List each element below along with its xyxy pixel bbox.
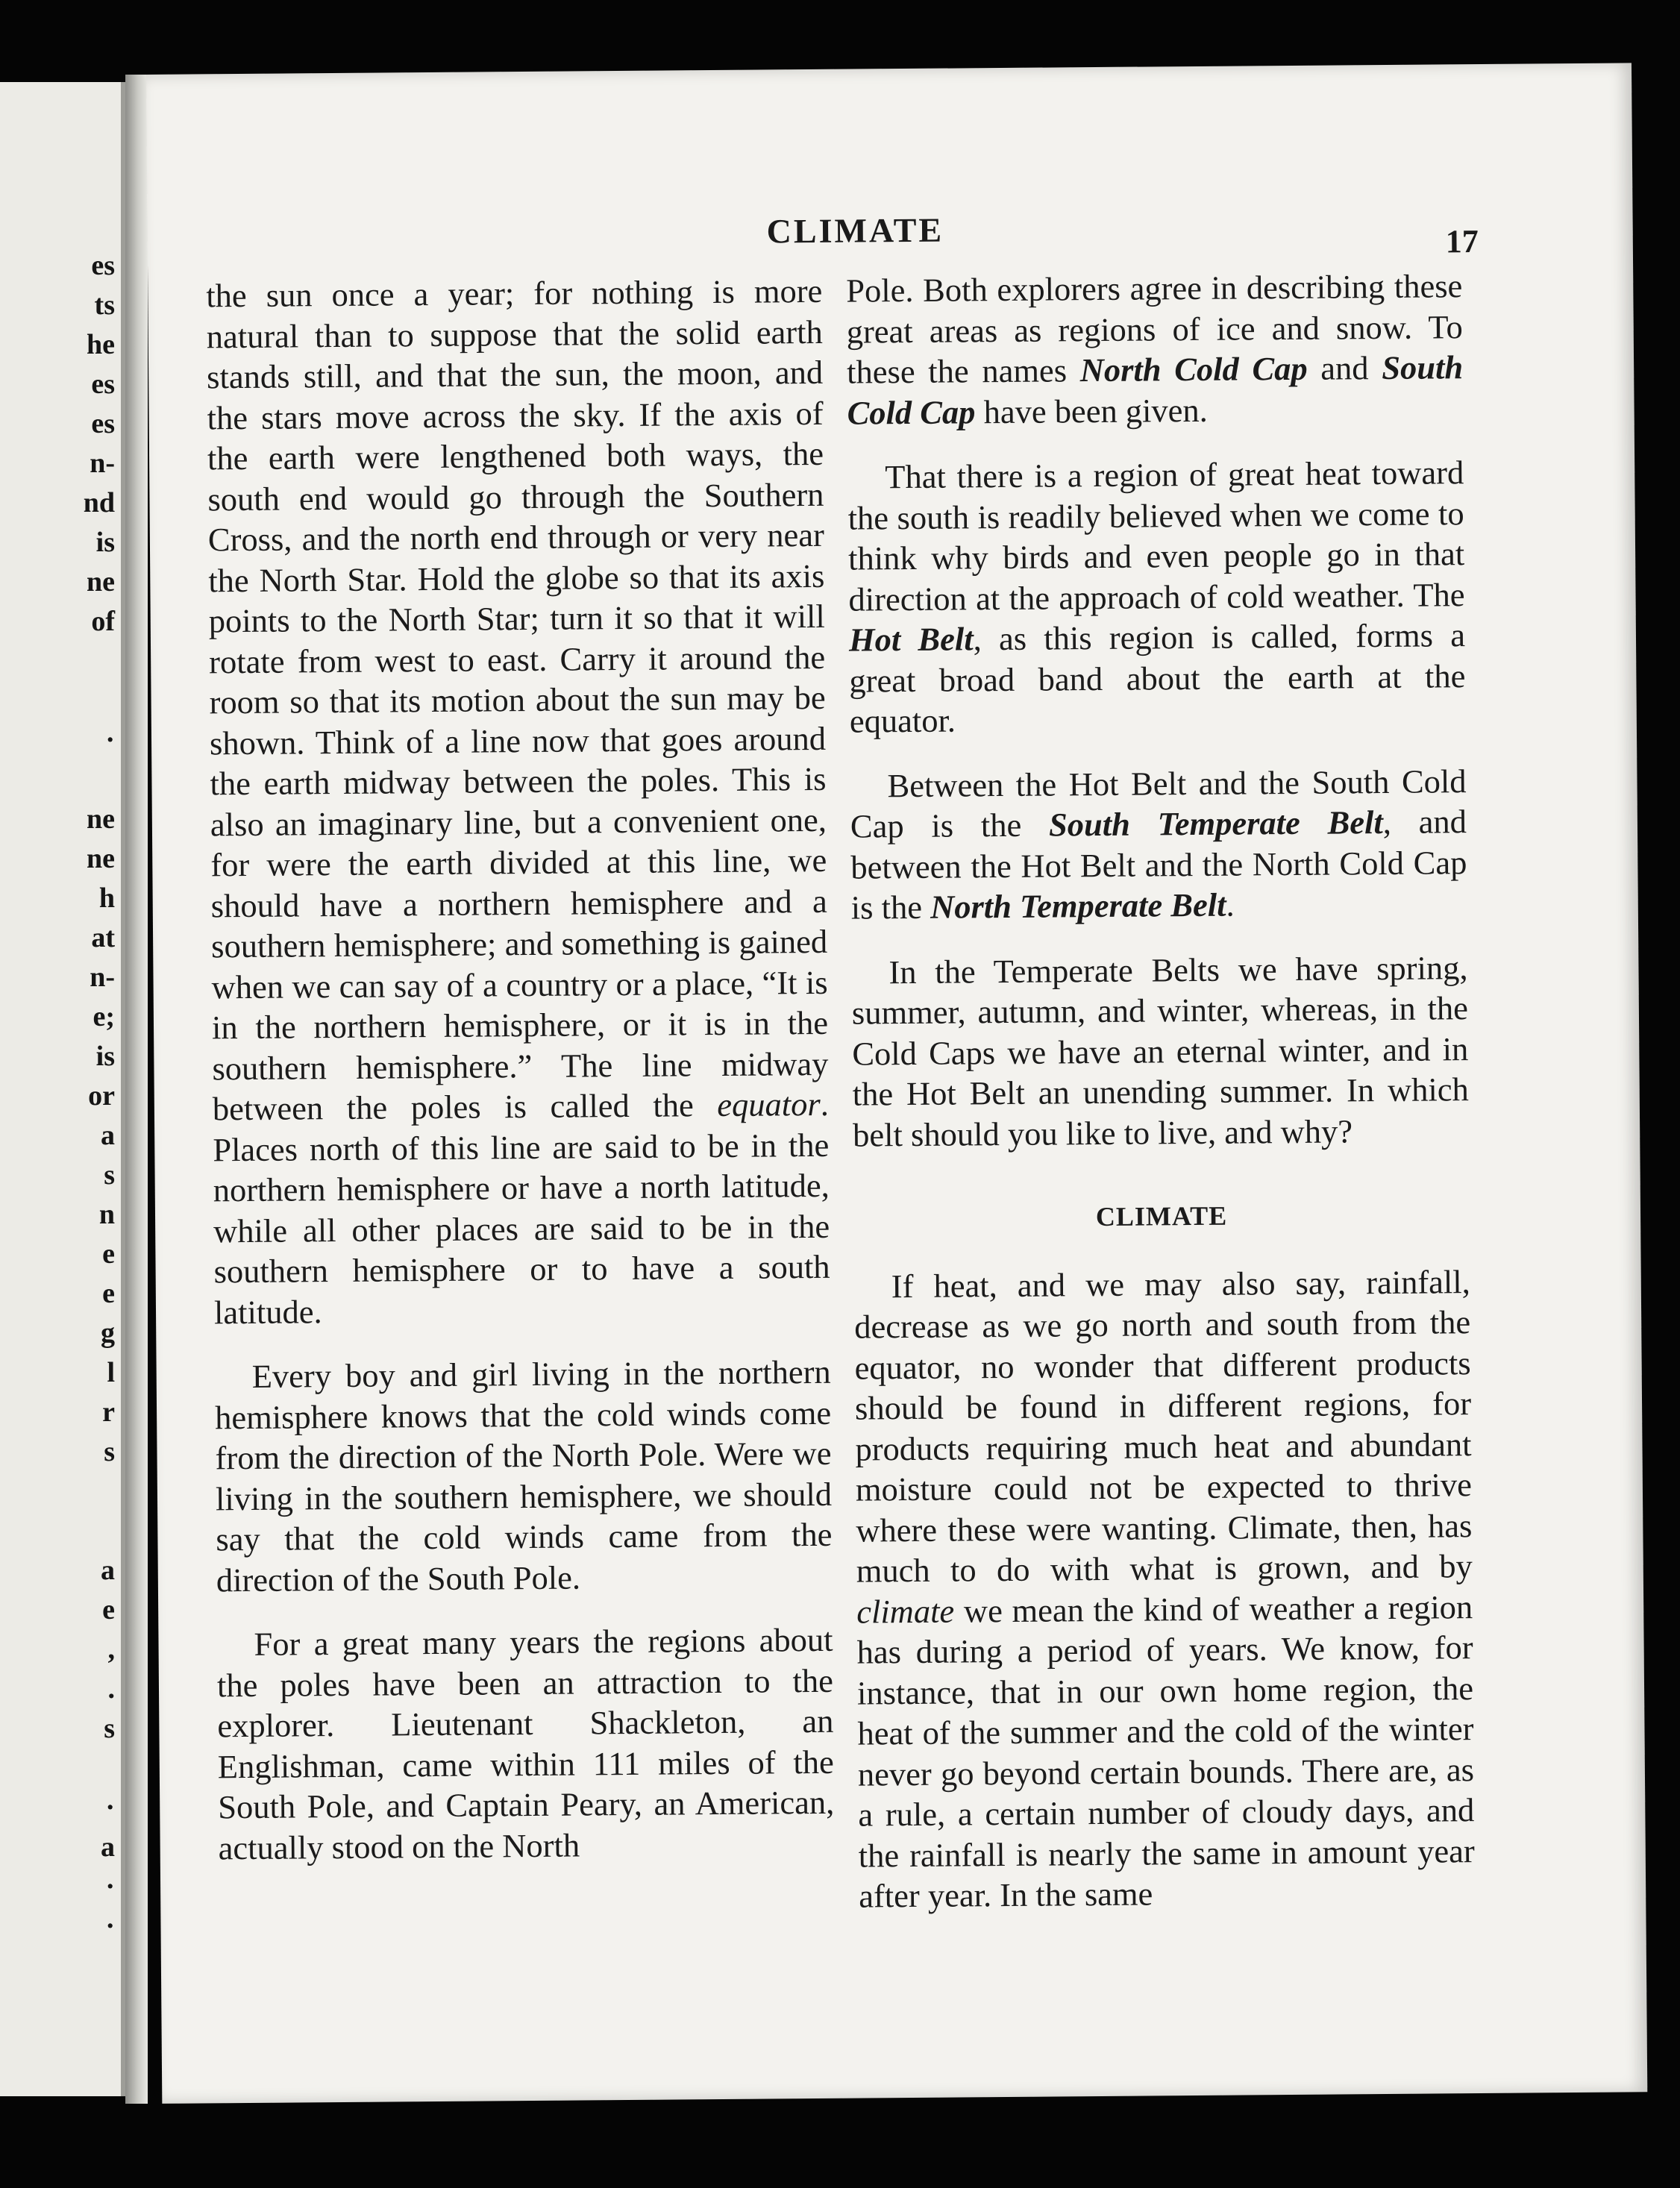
running-head: CLIMATE bbox=[766, 210, 944, 251]
paragraph: In the Temperate Belts we have spring, summer, autumn, and winter, whereas, in the Cold Caps we have an eternal winter, and in the Hot Belt an unending summer. In which belt should you like to live, and why? bbox=[851, 948, 1469, 1154]
previous-page-fragment: at bbox=[91, 922, 115, 953]
previous-page-fragment: es bbox=[91, 250, 115, 281]
previous-page-fragment: ne bbox=[87, 843, 115, 874]
previous-page-fragment: a bbox=[101, 1831, 115, 1863]
previous-page-fragment: is bbox=[95, 1041, 115, 1072]
previous-page-fragment: es bbox=[91, 369, 115, 400]
previous-page-edge bbox=[0, 82, 125, 2096]
section-heading: CLIMATE bbox=[1095, 1200, 1228, 1232]
previous-page-fragment: n- bbox=[90, 962, 115, 993]
book-page bbox=[146, 63, 1647, 2104]
previous-page-fragment: ne bbox=[87, 566, 115, 598]
previous-page-fragment: is bbox=[95, 527, 115, 558]
page-number: 17 bbox=[1445, 222, 1479, 260]
paragraph: If heat, and we may also say, rainfall, decrease as we go north and south from the equator, no wonder that different products should be found in different regions, for products requiring much heat and abundant moisture could not be expected to thrive where these were wanting. Climate, then, has much to do with what is grown, and by climate we mean the kind of weather a region has during a period of years. We know, for instance, that in our own home region, the heat of the summer and the cold of the winter never go beyond certain bounds. There are, as a rule, a certain number of cloudy days, and the rainfall is nearly the same in amount year after year. In the same bbox=[854, 1262, 1475, 1915]
previous-page-fragment: of bbox=[91, 606, 115, 637]
previous-page-fragment: ts bbox=[94, 289, 115, 321]
previous-page-fragment bbox=[84, 1749, 115, 1788]
previous-page-fragment: nd bbox=[83, 487, 115, 518]
previous-page-fragment bbox=[84, 681, 115, 721]
paragraph: Every boy and girl living in the northern hemisphere knows that the cold winds come from the direction of the North Pole. Were we living in the southern hemisphere, we should say that the cold winds came from the direction of the South Pole. bbox=[214, 1352, 833, 1599]
previous-page-fragment: e bbox=[102, 1278, 115, 1309]
previous-page-fragment: or bbox=[88, 1080, 115, 1112]
previous-page-fragment: h bbox=[98, 883, 115, 914]
book-gutter bbox=[125, 75, 148, 2104]
paragraph: That there is a region of great heat toward the south is readily believed when we come to think why birds and even people go in that direction at the approach of cold weather. The Hot Belt, as this region is called, forms a great broad band about the earth at the equator. bbox=[847, 454, 1466, 740]
paragraph: Pole. Both explorers agree in describing these great areas as regions of ice and snow. To these the names North Cold Cap and South Cold Cap have been given. bbox=[846, 267, 1464, 432]
previous-page-fragment: · bbox=[105, 1910, 115, 1942]
previous-page-fragment bbox=[84, 642, 115, 681]
previous-page-fragment: e bbox=[102, 1594, 115, 1626]
previous-page-fragment bbox=[84, 1511, 115, 1551]
previous-page-fragment: es bbox=[91, 408, 115, 439]
previous-page-fragment: n bbox=[98, 1199, 115, 1230]
paragraph: Between the Hot Belt and the South Cold Cap is the South Temperate Belt, and between the Hot Belt and the North Cold Cap is the North Temperate Belt. bbox=[850, 762, 1467, 927]
previous-page-fragment: ne bbox=[87, 803, 115, 835]
previous-page-fragment: g bbox=[101, 1317, 115, 1349]
previous-page-fragment: e; bbox=[93, 1001, 115, 1032]
previous-page-fragment: n- bbox=[90, 448, 115, 479]
previous-page-fragment: · bbox=[105, 1792, 115, 1823]
previous-page-fragment: a bbox=[101, 1120, 115, 1151]
previous-page-fragment: a bbox=[101, 1555, 115, 1586]
previous-page-fragment bbox=[84, 1472, 115, 1511]
previous-page-fragment: e bbox=[102, 1238, 115, 1270]
previous-page-fragment: , bbox=[107, 1634, 115, 1665]
previous-page-fragment: · bbox=[105, 724, 115, 756]
previous-page-fragment: he bbox=[87, 329, 115, 360]
previous-page-fragment: . bbox=[107, 1673, 115, 1705]
previous-page-fragment: r bbox=[102, 1397, 115, 1428]
previous-page-text-fragments bbox=[84, 246, 115, 1946]
paragraph: For a great many years the regions about the poles have been an attraction to the explorer. Lieutenant Shackleton, an Englishman, came within 111 miles of the South Pole, and Captain Peary, an American, actually stood on the North bbox=[216, 1620, 835, 1866]
previous-page-fragment bbox=[84, 760, 115, 800]
previous-page-fragment: l bbox=[107, 1357, 115, 1388]
previous-page-fragment: s bbox=[104, 1713, 115, 1744]
right-column bbox=[846, 266, 1476, 1940]
previous-page-fragment: s bbox=[104, 1436, 115, 1467]
left-column bbox=[206, 271, 835, 1892]
previous-page-fragment: · bbox=[105, 1871, 115, 1902]
previous-page-fragment: s bbox=[104, 1159, 115, 1191]
paragraph: the sun once a year; for nothing is more natural than to suppose that the solid earth stands still, and that the sun, the moon, and the stars move across the sky. If the axis of the earth were lengthened both ways, the south end would go through the Southern Cross, and the north end through or very near the North Star. Hold the globe so that its axis points to the North Star; turn it so that it will rotate from west to east. Carry it around the room so that its motion about the sun may be shown. Think of a line now that goes around the earth midway between the poles. This is also an imaginary line, but a convenient one, for were the earth divided at this line, we should have a northern hemisphere and a southern hemisphere; and something is gained when we can say of a country or a place, “It is in the northern hemisphere, or it is in the southern hemisphere.” The line midway between the poles is called the equator. Places north of this line are said to be in the northern hemisphere or have a north latitude, while all other places are said to be in the southern hemisphere or to have a south latitude. bbox=[206, 272, 830, 1331]
